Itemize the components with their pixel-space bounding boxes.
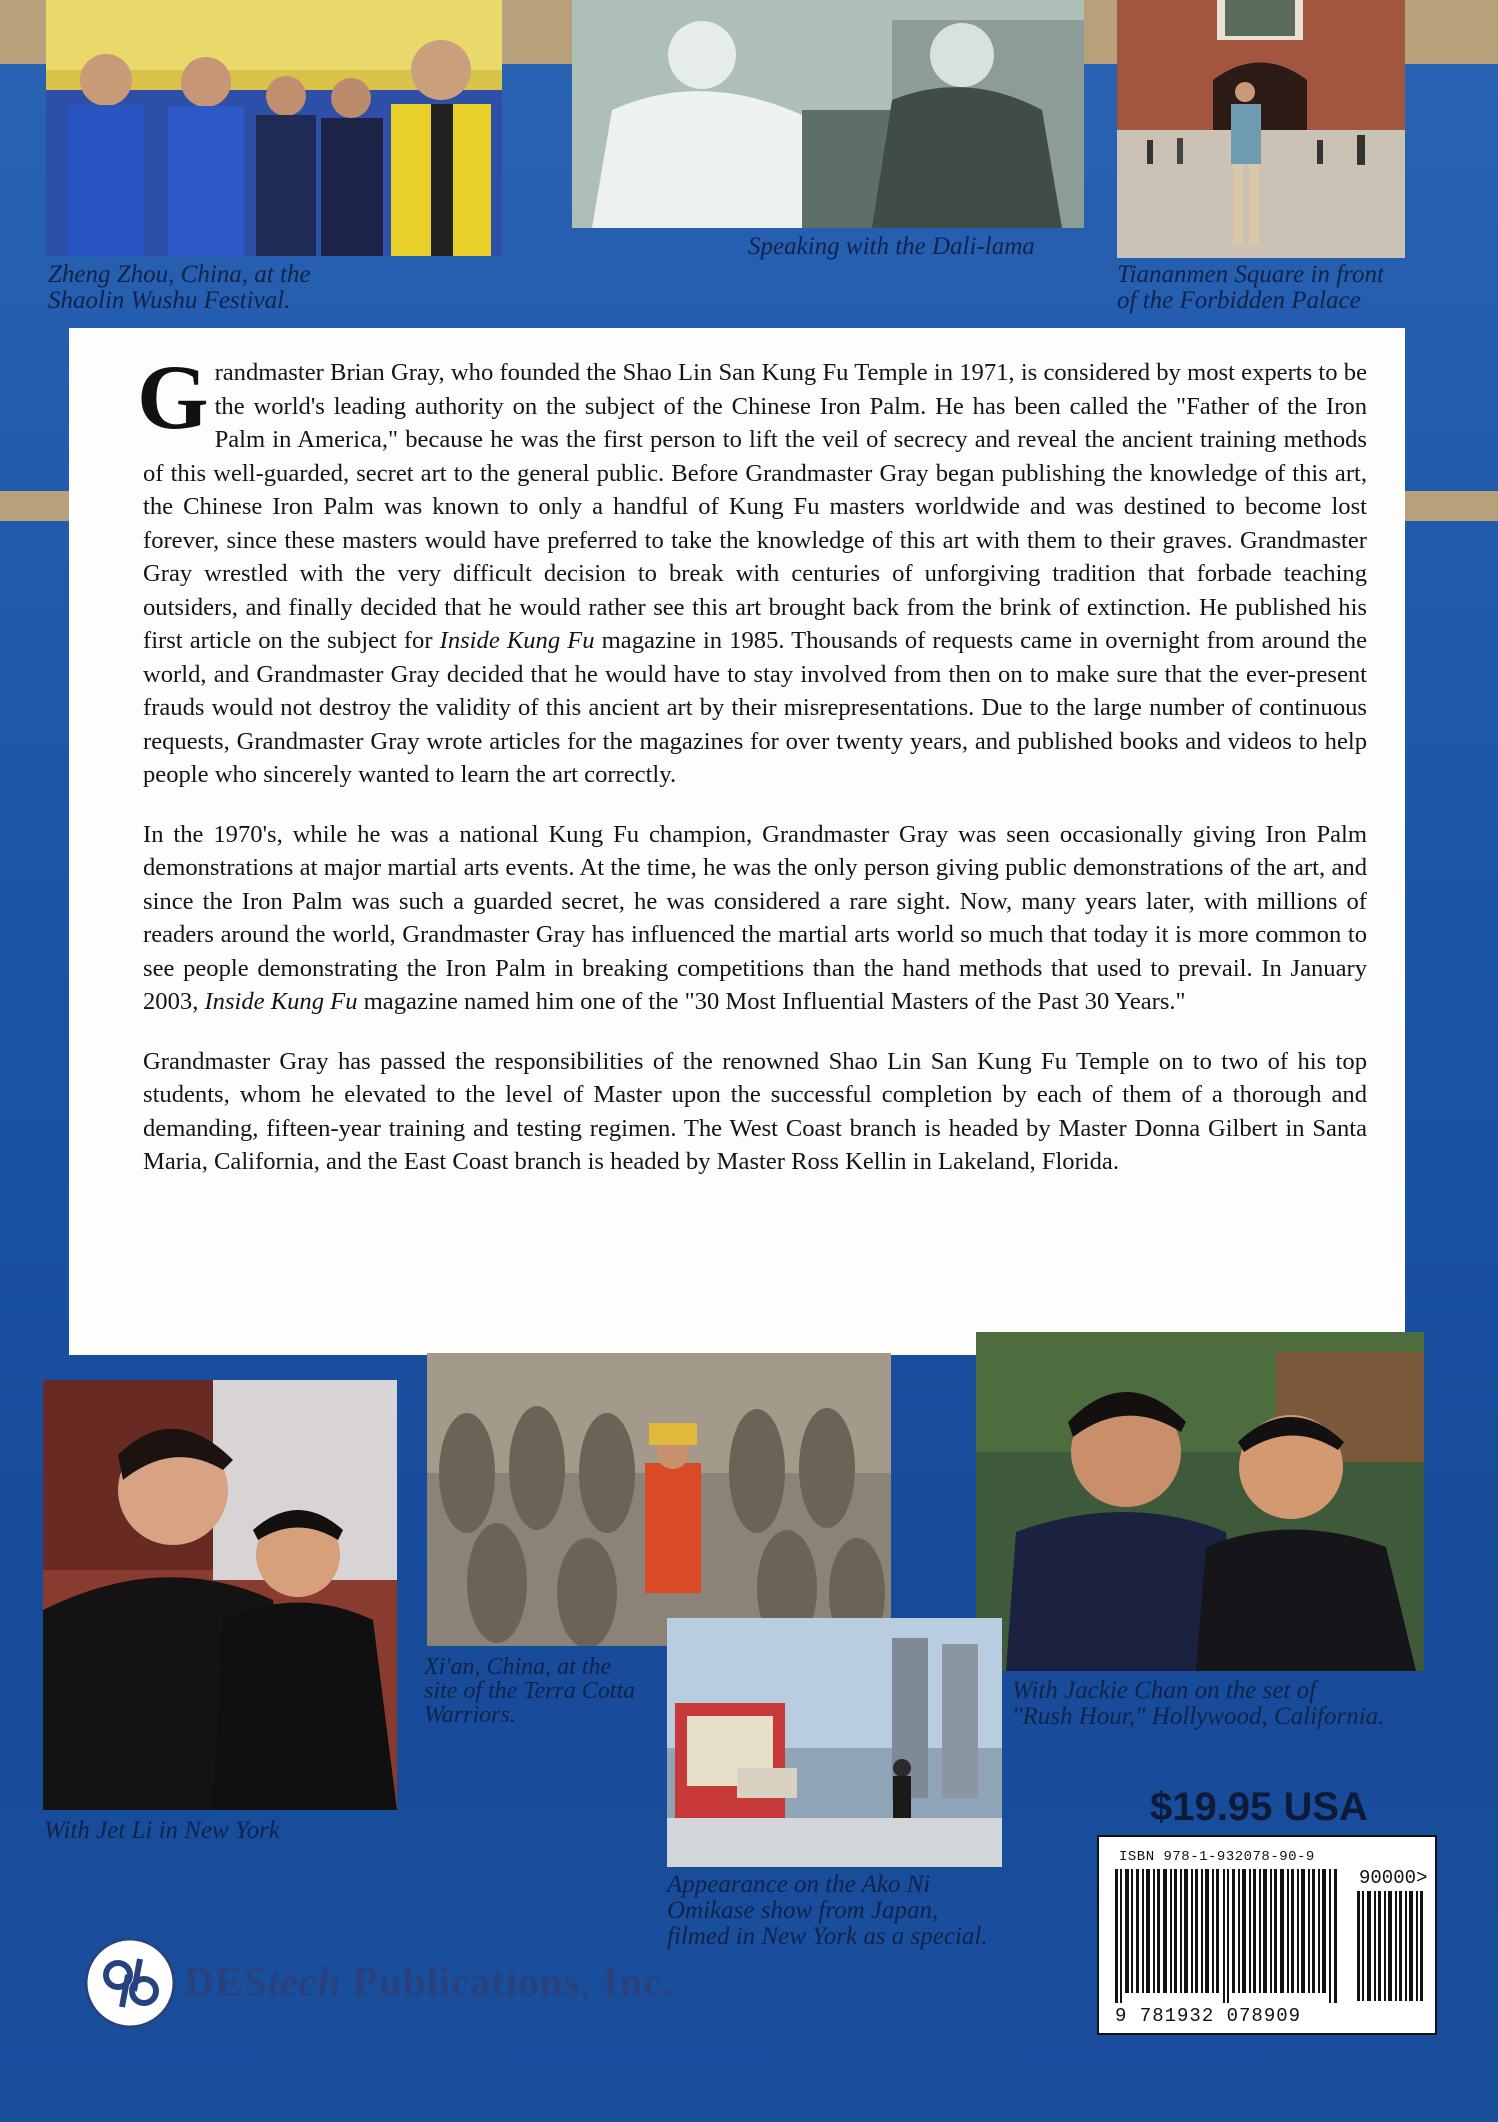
- photo-jackie-chan: [976, 1332, 1424, 1671]
- bio-paragraph-1: Grandmaster Brian Gray, who founded the Shao Lin San Kung Fu Temple in 1971, is considered by most experts to be the world's leading authority on the subject of the Chinese Iron Palm. He has been called the "Father of the Iron Palm in America," because he was the first person to lift the veil of secrecy and reveal the ancient training methods of this well-guarded, secret art to the general public. Before Grandmaster Gray began publishing the knowledge of this art, the Chinese Iron Palm was known to only a handful of Kung Fu masters worldwide and was destined to become lost forever, since these masters would have preferred to take the knowledge of this art with them to their graves. Grandmaster Gray wrestled with the very difficult decision to break with centuries of unforgiving tradition that forbade teaching outsiders, and finally decided that he would rather see this art brought back from the brink of extinction. He published his first article on the subject for Inside Kung Fu magazine in 1985. Thousands of requests came in overnight from around the world, and Grandmaster Gray decided that he would have to stay involved from then on to make sure that the ever-present frauds would not destroy the validity of this ancient art by their misrepresentations. Due to the large number of continuous requests, Grandmaster Gray wrote articles for the magazines for over twenty years, and published books and videos to help people who sincerely wanted to learn the art correctly.: [137, 346, 1368, 788]
- photo-tiananmen-square: [1117, 0, 1405, 258]
- caption-dali-lama: Speaking with the Dali-lama: [748, 233, 1035, 260]
- caption-ako-ni-omikase: Appearance on the Ako Ni Omikase show from Japan, filmed in New York as a special.: [667, 1871, 988, 1950]
- price-label: $19.95 USA: [1150, 1785, 1368, 1829]
- photo-xian-terra-cotta: [427, 1353, 891, 1646]
- caption-zheng-zhou: Zheng Zhou, China, at the Shaolin Wushu Festival.: [48, 261, 311, 314]
- bio-paragraph-2: In the 1970's, while he was a national Kung Fu champion, Grandmaster Gray was seen occasionally giving Iron Palm demonstrations at major martial arts events. At the time, he was the only person giving public demonstrations of the art, and since the Iron Palm was such a guarded secret, he was considered a rare sight. Now, many years later, with millions of readers around the world, Grandmaster Gray has influenced the martial arts world so much that today it is more common to see people demonstrating the Iron Palm in breaking competitions than the hand methods that used to prevail. In January 2003, Inside Kung Fu magazine named him one of the "30 Most Influential Masters of the Past 30 Years.": [143, 820, 1367, 1015]
- biography-text-panel: [69, 328, 1405, 1355]
- photo-zheng-zhou-festival: [46, 0, 502, 256]
- publisher-name: DEStech Publications, Inc.: [184, 1960, 674, 2006]
- caption-xian: Xi'an, China, at the site of the Terra Cotta Warriors.: [424, 1654, 636, 1728]
- publisher-logo: [82, 1938, 673, 2028]
- magazine-title: Inside Kung Fu: [439, 627, 595, 654]
- magazine-title: Inside Kung Fu: [204, 988, 358, 1015]
- caption-tiananmen: Tiananmen Square in front of the Forbidden Palace: [1117, 261, 1384, 314]
- caption-jet-li: With Jet Li in New York: [44, 1817, 280, 1844]
- barcode-bars: [1115, 1869, 1345, 2003]
- isbn-barcode: [1097, 1835, 1437, 2035]
- price-code: 90000>: [1359, 1867, 1428, 1889]
- bio-dropcap: G: [137, 346, 209, 448]
- bio-paragraph-3: Grandmaster Gray has passed the responsibilities of the renowned Shao Lin San Kung Fu Temple on to two of his top students, whom he elevated to the level of Master upon the successful completion by each of them of a thorough and demanding, fifteen-year training and testing regimen. The West Coast branch is headed by Master Donna Gilbert in Santa Maria, California, and the East Coast branch is headed by Master Ross Kellin in Lakeland, Florida.: [143, 1047, 1367, 1175]
- photo-ako-ni-omikase: [667, 1618, 1002, 1867]
- photo-dali-lama: [572, 0, 1084, 228]
- addon-barcode-bars: [1357, 1891, 1427, 2001]
- photo-jet-li: [43, 1380, 397, 1810]
- caption-jackie-chan: With Jackie Chan on the set of "Rush Hour," Hollywood, California.: [1012, 1677, 1385, 1730]
- barcode-digits: 9 781932 078909: [1115, 2005, 1302, 2027]
- destech-logo-icon: [82, 1935, 178, 2031]
- isbn-number: ISBN 978-1-932078-90-9: [1119, 1849, 1315, 1865]
